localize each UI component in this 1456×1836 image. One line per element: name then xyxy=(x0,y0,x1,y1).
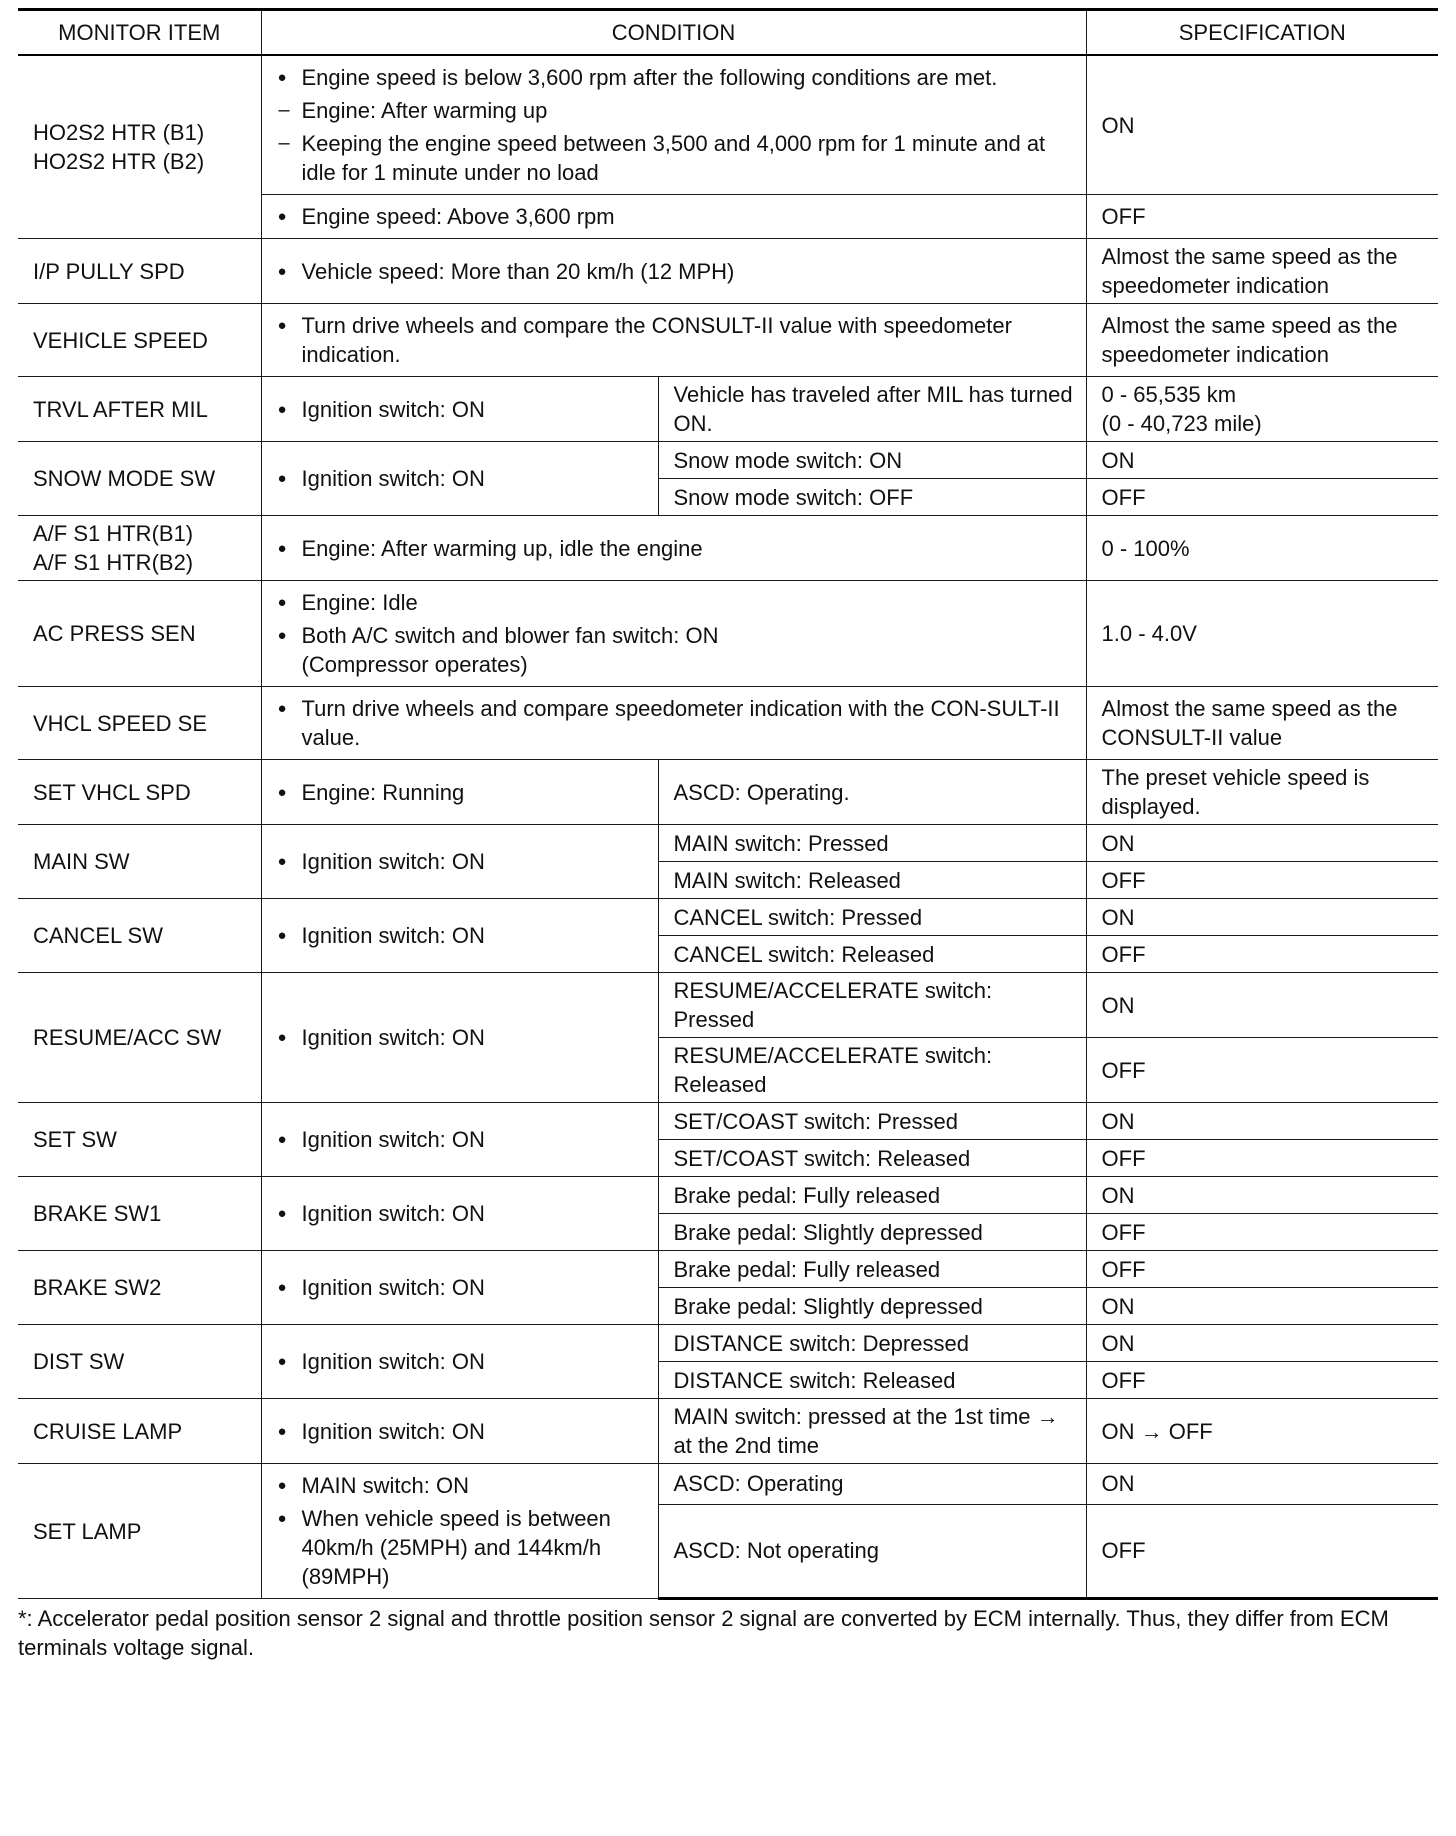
specification-cell: OFF xyxy=(1086,479,1438,516)
monitor-item-cell: CANCEL SW xyxy=(18,899,261,973)
sub-condition-cell: ASCD: Operating xyxy=(658,1464,1086,1505)
table-header-row xyxy=(18,10,1438,56)
specification-cell: OFF xyxy=(1086,1362,1438,1399)
condition-cell xyxy=(261,516,1086,581)
spec-line: (0 - 40,723 mile) xyxy=(1101,411,1262,436)
footnote: *: Accelerator pedal position sensor 2 signal and throttle position sensor 2 signal are converted by ECM internally. Thus, they differ from ECM terminals voltage signal. xyxy=(18,1606,1389,1660)
condition-cell xyxy=(261,55,1086,195)
table-row xyxy=(18,1464,1438,1505)
specification-cell: OFF xyxy=(1086,1214,1438,1251)
condition-bullet xyxy=(277,621,1078,679)
sub-condition-cell: SET/COAST switch: Pressed xyxy=(658,1103,1086,1140)
condition-cell xyxy=(261,899,658,973)
specification-cell: ON xyxy=(1086,1288,1438,1325)
monitor-item-cell: MAIN SW xyxy=(18,825,261,899)
sub-condition-cell: MAIN switch: Pressed xyxy=(658,825,1086,862)
sub-condition-cell: CANCEL switch: Pressed xyxy=(658,899,1086,936)
monitor-item-cell: VEHICLE SPEED xyxy=(18,304,261,377)
specification-cell: 1.0 - 4.0V xyxy=(1086,581,1438,687)
condition-bullet: ● Engine: Idle xyxy=(277,588,1078,617)
sub-condition-cell: ASCD: Not operating xyxy=(658,1504,1086,1598)
monitor-item-cell: SNOW MODE SW xyxy=(18,442,261,516)
condition-cell xyxy=(261,1325,658,1399)
monitor-item-label: A/F S1 HTR(B2) xyxy=(33,550,194,575)
specification-cell: OFF xyxy=(1086,195,1438,239)
condition-cell xyxy=(261,1399,658,1464)
condition-bullet: ● Engine speed: Above 3,600 rpm xyxy=(277,202,1078,231)
condition-bullet: ● Ignition switch: ON xyxy=(277,921,650,950)
sub-condition-cell: DISTANCE switch: Depressed xyxy=(658,1325,1086,1362)
sub-condition-cell: Vehicle has traveled after MIL has turned ON. xyxy=(658,377,1086,442)
condition-bullet: ● Ignition switch: ON xyxy=(277,1417,650,1446)
table-row xyxy=(18,1251,1438,1288)
monitor-item-label: HO2S2 HTR (B2) xyxy=(33,149,205,174)
specification-cell: OFF xyxy=(1086,1251,1438,1288)
condition-bullet: ● Ignition switch: ON xyxy=(277,1199,650,1228)
specification-cell: ON xyxy=(1086,899,1438,936)
specification-cell xyxy=(1086,377,1438,442)
sub-condition-cell: Brake pedal: Slightly depressed xyxy=(658,1214,1086,1251)
table-row xyxy=(18,1325,1438,1362)
header-condition: CONDITION xyxy=(261,10,1086,56)
condition-cell xyxy=(261,1103,658,1177)
sub-condition-cell: ASCD: Operating. xyxy=(658,760,1086,825)
sub-condition-cell: MAIN switch: Released xyxy=(658,862,1086,899)
sub-condition-cell: DISTANCE switch: Released xyxy=(658,1362,1086,1399)
condition-bullet: ● MAIN switch: ON xyxy=(277,1471,650,1500)
sub-condition-cell: Brake pedal: Fully released xyxy=(658,1251,1086,1288)
sub-condition-cell: RESUME/ACCELERATE switch: Pressed xyxy=(658,973,1086,1038)
condition-sub-bullet: – Keeping the engine speed between 3,500 and 4,000 rpm for 1 minute and at idle for 1 minute under no load xyxy=(277,129,1078,187)
monitor-spec-document xyxy=(18,8,1438,1662)
condition-text: Both A/C switch and blower fan switch: ON xyxy=(301,623,719,648)
sub-condition-cell: MAIN switch: pressed at the 1st time → at the 2nd time xyxy=(658,1399,1086,1464)
sub-condition-cell: Brake pedal: Slightly depressed xyxy=(658,1288,1086,1325)
monitor-item-cell: CRUISE LAMP xyxy=(18,1399,261,1464)
monitor-item-cell: BRAKE SW1 xyxy=(18,1177,261,1251)
table-row xyxy=(18,442,1438,479)
condition-bullet: ● Ignition switch: ON xyxy=(277,847,650,876)
sub-condition-cell: Brake pedal: Fully released xyxy=(658,1177,1086,1214)
condition-cell xyxy=(261,687,1086,760)
condition-bullet: ● Ignition switch: ON xyxy=(277,1347,650,1376)
condition-bullet: ● Ignition switch: ON xyxy=(277,1273,650,1302)
specification-cell: ON xyxy=(1086,1177,1438,1214)
specification-cell: ON xyxy=(1086,1325,1438,1362)
condition-text: (Compressor operates) xyxy=(301,652,528,677)
specification-cell: OFF xyxy=(1086,862,1438,899)
table-row xyxy=(18,55,1438,195)
monitor-item-cell: RESUME/ACC SW xyxy=(18,973,261,1103)
monitor-item-cell: BRAKE SW2 xyxy=(18,1251,261,1325)
table-row xyxy=(18,1177,1438,1214)
header-specification: SPECIFICATION xyxy=(1086,10,1438,56)
monitor-item-cell: SET VHCL SPD xyxy=(18,760,261,825)
monitor-item-cell: SET SW xyxy=(18,1103,261,1177)
specification-cell: ON xyxy=(1086,1464,1438,1505)
specification-cell: ON xyxy=(1086,973,1438,1038)
table-row xyxy=(18,377,1438,442)
specification-cell: Almost the same speed as the speedometer indication xyxy=(1086,239,1438,304)
monitor-item-cell: DIST SW xyxy=(18,1325,261,1399)
monitor-item-cell xyxy=(18,55,261,239)
condition-cell xyxy=(261,377,658,442)
monitor-item-label: HO2S2 HTR (B1) xyxy=(33,120,205,145)
monitor-spec-table xyxy=(18,8,1438,1600)
condition-cell xyxy=(261,195,1086,239)
condition-cell xyxy=(261,304,1086,377)
specification-cell: OFF xyxy=(1086,1140,1438,1177)
condition-bullet: ● Ignition switch: ON xyxy=(277,1125,650,1154)
specification-cell: ON xyxy=(1086,825,1438,862)
table-row xyxy=(18,304,1438,377)
condition-cell xyxy=(261,825,658,899)
condition-cell xyxy=(261,239,1086,304)
specification-cell: ON xyxy=(1086,55,1438,195)
condition-bullet: ● Engine speed is below 3,600 rpm after the following conditions are met. xyxy=(277,63,1078,92)
specification-cell: OFF xyxy=(1086,1504,1438,1598)
condition-cell xyxy=(261,1251,658,1325)
sub-condition-cell: RESUME/ACCELERATE switch: Released xyxy=(658,1038,1086,1103)
condition-bullet: ● Ignition switch: ON xyxy=(277,395,650,424)
specification-cell: 0 - 100% xyxy=(1086,516,1438,581)
specification-cell: Almost the same speed as the speedometer indication xyxy=(1086,304,1438,377)
table-row xyxy=(18,899,1438,936)
condition-cell xyxy=(261,973,658,1103)
monitor-item-cell: TRVL AFTER MIL xyxy=(18,377,261,442)
condition-cell xyxy=(261,760,658,825)
table-row xyxy=(18,825,1438,862)
monitor-item-label: A/F S1 HTR(B1) xyxy=(33,521,194,546)
condition-bullet: ● Ignition switch: ON xyxy=(277,464,650,493)
specification-cell: ON xyxy=(1086,442,1438,479)
specification-cell: ON → OFF xyxy=(1086,1399,1438,1464)
spec-line: 0 - 65,535 km xyxy=(1101,382,1237,407)
table-row xyxy=(18,1103,1438,1140)
specification-cell: The preset vehicle speed is displayed. xyxy=(1086,760,1438,825)
table-row xyxy=(18,687,1438,760)
condition-cell xyxy=(261,581,1086,687)
condition-bullet: ● Turn drive wheels and compare the CONSULT-II value with speedometer indication. xyxy=(277,311,1078,369)
specification-cell: Almost the same speed as the CONSULT-II value xyxy=(1086,687,1438,760)
condition-bullet: ● Engine: After warming up, idle the engine xyxy=(277,534,1078,563)
condition-cell xyxy=(261,1177,658,1251)
specification-cell: OFF xyxy=(1086,1038,1438,1103)
condition-bullet: ● Turn drive wheels and compare speedometer indication with the CON-SULT-II value. xyxy=(277,694,1078,752)
table-row xyxy=(18,760,1438,825)
condition-bullet: ● When vehicle speed is between 40km/h (25MPH) and 144km/h (89MPH) xyxy=(277,1504,650,1591)
monitor-item-cell: I/P PULLY SPD xyxy=(18,239,261,304)
sub-condition-cell: Snow mode switch: OFF xyxy=(658,479,1086,516)
monitor-item-cell: VHCL SPEED SE xyxy=(18,687,261,760)
specification-cell: ON xyxy=(1086,1103,1438,1140)
specification-cell: OFF xyxy=(1086,936,1438,973)
table-row xyxy=(18,581,1438,687)
table-row xyxy=(18,239,1438,304)
header-monitor-item: MONITOR ITEM xyxy=(18,10,261,56)
condition-cell xyxy=(261,1464,658,1599)
table-row xyxy=(18,1399,1438,1464)
condition-sub-bullet: – Engine: After warming up xyxy=(277,96,1078,125)
monitor-item-cell: AC PRESS SEN xyxy=(18,581,261,687)
sub-condition-cell: SET/COAST switch: Released xyxy=(658,1140,1086,1177)
monitor-item-cell xyxy=(18,516,261,581)
monitor-item-cell: SET LAMP xyxy=(18,1464,261,1599)
sub-condition-cell: Snow mode switch: ON xyxy=(658,442,1086,479)
sub-condition-cell: CANCEL switch: Released xyxy=(658,936,1086,973)
condition-bullet: ● Engine: Running xyxy=(277,778,650,807)
table-row xyxy=(18,973,1438,1038)
condition-bullet: ● Vehicle speed: More than 20 km/h (12 MPH) xyxy=(277,257,1078,286)
condition-bullet: ● Ignition switch: ON xyxy=(277,1023,650,1052)
condition-cell xyxy=(261,442,658,516)
table-row xyxy=(18,516,1438,581)
